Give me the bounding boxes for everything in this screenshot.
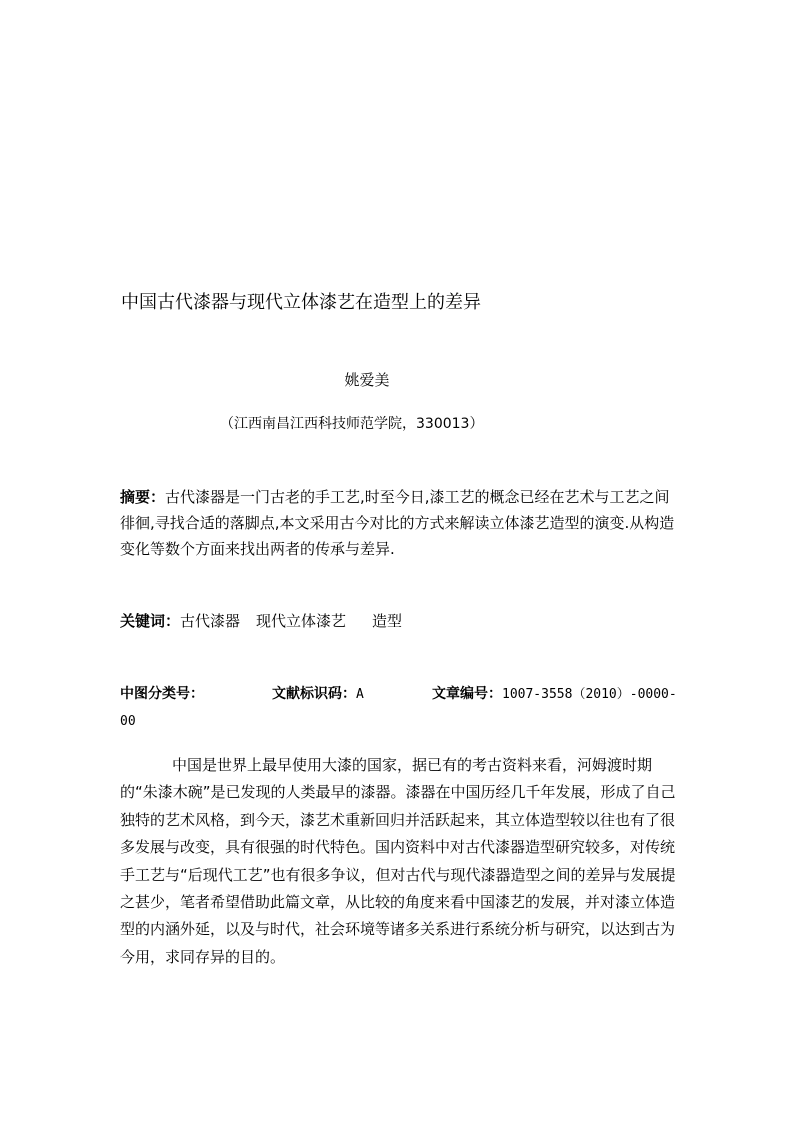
abstract-text: 古代漆器是一门古老的手工艺,时至今日,漆工艺的概念已经在艺术与工艺之间徘徊,寻找合适的落脚点,本文采用古今对比的方式来解读立体漆艺造型的演变.从构造变化等数个方面来找出两者的传承与差异. [120,488,675,558]
doc-code-group [272,681,432,708]
keywords-label: 关键词： [120,612,181,630]
body-paragraph: 中国是世界上最早使用大漆的国家，据已有的考古资料来看，河姆渡时期的“朱漆木碗”是已发现的人类最早的漆器。漆器在中国历经几千年发展，形成了自己独特的艺术风格，到今天，漆艺术重新回归并活跃起来，其立体造型较以往也有了很多发展与改变，具有很强的时代特色。国内资料中对古代漆器造型研究较多，对传统手工艺与“后现代工艺”也有很多争议，但对古代与现代漆器造型之间的差异与发展提之甚少，笔者希望借助此篇文章，从比较的角度来看中国漆艺的发展，并对漆立体造型的内涵外延，以及与时代，社会环境等诸多关系进行系统分析与研究，以达到古为今用，求同存异的目的。 [120,756,676,966]
classification-meta [120,681,680,735]
author-affiliation: （江西南昌江西科技师范学院，330013） [220,416,484,432]
clc-group [120,681,272,707]
abstract-paragraph [120,484,680,562]
doc-code-value: A [356,687,364,702]
clc-label: 中图分类号： [120,686,204,702]
keyword-item: 造型 [372,612,403,630]
keywords-line [120,609,402,633]
article-number-label: 文章编号： [432,686,502,702]
article-number-value: 1007-3558（2010）-0000-00 [120,687,677,729]
abstract-label: 摘要： [120,488,166,506]
doc-code-label: 文献标识码： [272,686,356,702]
paper-title: 中国古代漆器与现代立体漆艺在造型上的差异 [121,292,481,313]
keyword-item: 古代漆器 [180,612,241,630]
keyword-item: 现代立体漆艺 [256,612,347,630]
author-name: 姚爱美 [344,371,390,389]
